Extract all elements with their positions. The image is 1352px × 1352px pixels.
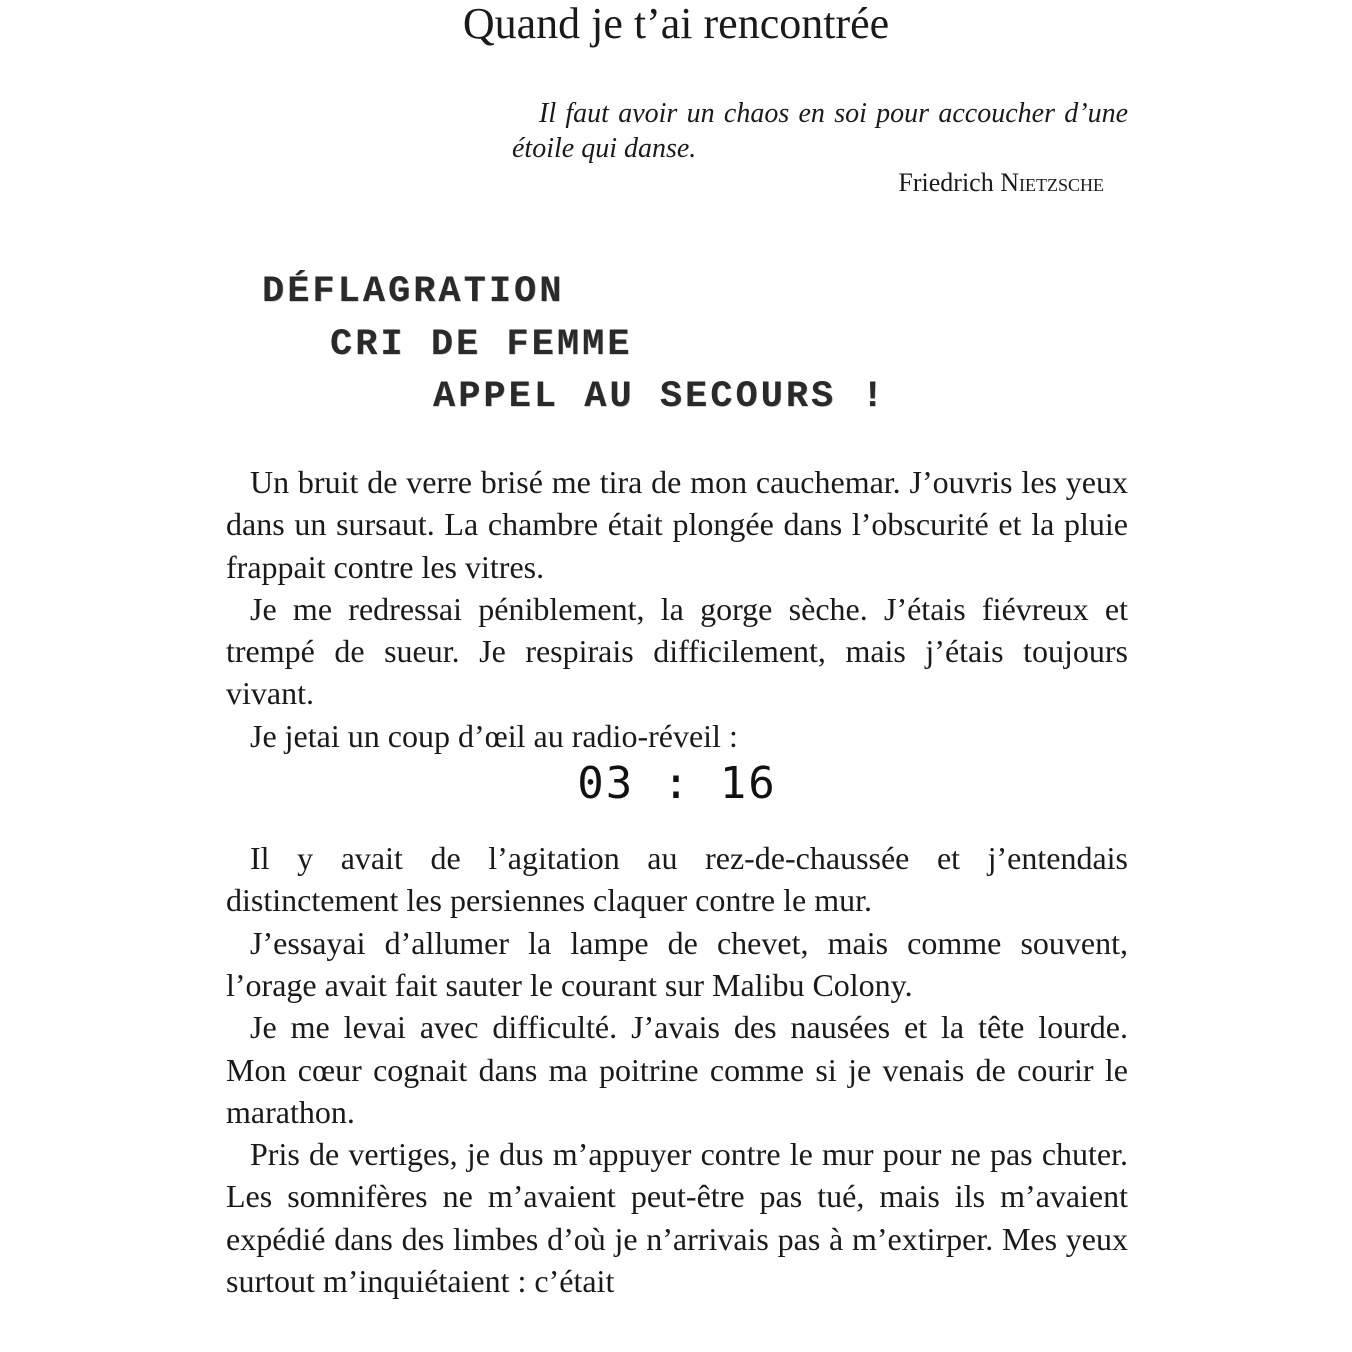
body-text <box>226 461 1128 1302</box>
paragraph: Un bruit de verre brisé me tira de mon cauchemar. J’ouvris les yeux dans un sursaut. La chambre était plongée dans l’obscurité et la pluie frappait contre les vitres. <box>226 464 1128 585</box>
typewriter-line-2: CRI DE FEMME <box>330 324 633 366</box>
typewriter-line-3: APPEL AU SECOURS ! <box>433 376 887 418</box>
epigraph-author-first-name: Friedrich <box>898 168 994 197</box>
epigraph <box>512 96 1128 200</box>
epigraph-quote: Il faut avoir un chaos en soi pour accoucher d’une étoile qui danse. <box>512 98 1128 164</box>
chapter-title: Quand je t’ai rencontrée <box>462 0 890 48</box>
paragraph: J’essayai d’allumer la lampe de chevet, mais comme souvent, l’orage avait fait sauter le courant sur Malibu Colony. <box>226 924 1128 1003</box>
paragraph: Je me redressai péniblement, la gorge sèche. J’étais fiévreux et trempé de sueur. Je respirais difficilement, mais j’étais toujours vivant. <box>226 590 1128 712</box>
typewriter-line-1: DÉFLAGRATION <box>262 271 565 313</box>
paragraph: Pris de vertiges, je dus m’appuyer contre le mur pour ne pas chuter. Les somnifères ne m’avaient peut-être pas tué, mais ils m’avaient expédié dans des limbes d’où je n’arrivais pas à m’extirper. Mes yeux surtout m’inquiétaient : c’était <box>226 1136 1128 1300</box>
paragraph: Je jetai un coup d’œil au radio-réveil : <box>250 717 738 754</box>
radio-alarm-clock-time: 03 : 16 <box>577 758 777 810</box>
paragraph: Il y avait de l’agitation au rez-de-chaussée et j’entendais distinctement les persiennes claquer contre le mur. <box>226 840 1128 919</box>
paragraph: Je me levai avec difficulté. J’avais des nausées et la tête lourde. Mon cœur cognait dans ma poitrine comme si je venais de courir le marathon. <box>226 1009 1128 1130</box>
epigraph-author <box>512 166 1128 200</box>
epigraph-author-last-name: Nietzsche <box>1000 168 1104 197</box>
